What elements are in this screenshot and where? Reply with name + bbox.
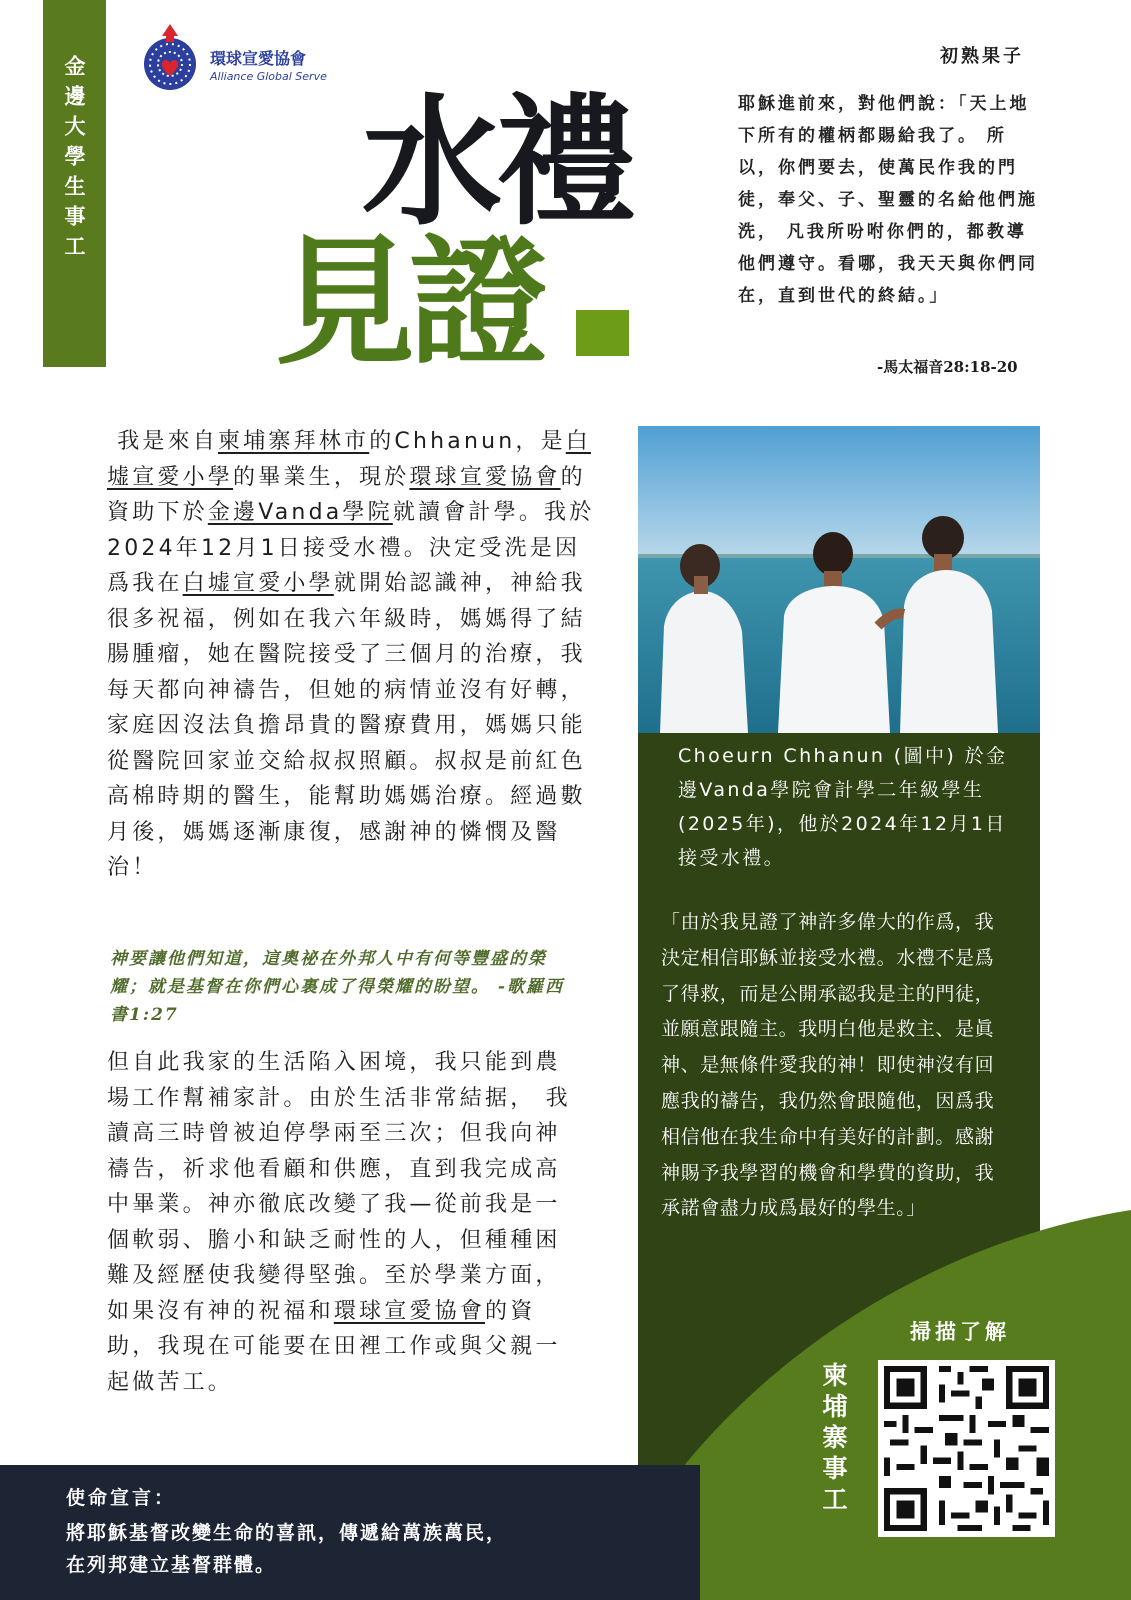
sidebar-label: 金邊大學生事工 bbox=[62, 55, 87, 265]
scan-label: 掃描了解 bbox=[910, 1319, 1010, 1344]
text-run: 就開始認識神，神給我很多祝福，例如在我六年級時，媽媽得了結腸腫瘤，她在醫院接受了三個月的治療，我每天都向神禱告，但她的病情並沒有好轉，家庭因沒法負擔昂貴的醫療費用，媽媽只能從醫院回家並交給叔叔照顧。叔叔是前紅色高棉時期的醫生，能幫助媽媽治療。經過數月後，媽媽逐漸康復，感謝神的憐憫及醫治！ bbox=[107, 571, 586, 880]
qr-code[interactable] bbox=[878, 1360, 1055, 1537]
underlined-organization: 環球宣愛協會 bbox=[333, 1298, 486, 1324]
title-line-2: 見證 bbox=[275, 221, 544, 385]
title-accent-square bbox=[576, 310, 629, 356]
text-run: 的資助下於 bbox=[107, 464, 586, 525]
underlined-school: 白墟宣愛小學 bbox=[182, 571, 334, 596]
underlined-college: 金邊Vanda學院 bbox=[207, 500, 393, 525]
mission-line-2: 在列邦建立基督群體。 bbox=[66, 1554, 277, 1576]
testimony-quote: 「由於我見證了神許多偉大的作爲，我決定相信耶穌並接受水禮。水禮不是爲了得救，而是公開承認我是主的門徒，並願意跟隨主。我明白他是救主、是眞神、是無條件愛我的神！即使神沒有回應我的禱告，我仍然會跟隨他，因爲我相信他在我生命中有美好的計劃。感謝神賜予我學習的機會和學費的資助，我承諾會盡力成爲最好的學生。」 bbox=[661, 911, 995, 1220]
mission-statement bbox=[66, 1517, 626, 1581]
text-run: 但自此我家的生活陷入困境，我只能到農場工作幫補家計。由於生活非常結据， 我讀高三時曾被迫停學兩至三次；但我向神禱告，祈求他看顧和供應，直到我完成高中畢業。神亦徹底改變了我—從前我是一個軟弱、膽小和缺乏耐性的人，但種種困難及經歷使我變得堅強。至於學業方面，如果沒有神的祝福和 bbox=[107, 1050, 571, 1324]
mission-title: 使命宣言： bbox=[66, 1487, 177, 1509]
qr-code-icon bbox=[878, 1360, 1055, 1537]
sidebar-banner bbox=[43, 0, 106, 367]
text-run: 我是來自 bbox=[117, 429, 219, 454]
globe-heart-icon bbox=[132, 18, 208, 90]
logo-name-en: Alliance Global Serve bbox=[210, 70, 327, 83]
mission-line-1: 將耶穌基督改變生命的喜訊，傳遞給萬族萬民， bbox=[66, 1522, 508, 1544]
cambodia-ministry-label: 柬埔寨事工 bbox=[819, 1362, 848, 1517]
title-line-1: 水禮 bbox=[362, 81, 631, 245]
underlined-organization: 環球宣愛協會 bbox=[409, 464, 561, 490]
baptism-photo bbox=[638, 426, 1040, 733]
underlined-place: 柬埔寨拜林市 bbox=[218, 429, 370, 454]
logo-name-cn: 環球宣愛協會 bbox=[210, 49, 307, 68]
section-label: 初熟果子 bbox=[940, 46, 1024, 67]
underlined-school: 白墟宣愛小學 bbox=[107, 429, 591, 490]
scripture-reference: -馬太福音28:18-20 bbox=[877, 358, 1018, 376]
organization-logo bbox=[132, 18, 332, 90]
photo-caption: Choeurn Chhanun (圖中) 於金邊Vanda學院會計學二年級學生(2025年)，他於2024年12月1日接受水禮。 bbox=[678, 745, 1008, 869]
article-paragraph-1 bbox=[107, 424, 597, 886]
text-run: 的畢業生，現於 bbox=[233, 464, 410, 490]
text-run: 的資助，我現在可能要在田裡工作或與父親一起做苦工。 bbox=[107, 1298, 561, 1395]
scripture-quote: 耶穌進前來，對他們說：「天上地下所有的權柄都賜給我了。 所以，你們要去，使萬民作我的門徒，奉父、子、聖靈的名給他們施洗， 凡我所吩咐你們的，都教導他們遵守。看哪，我天天與你們同在，直到世代的終結。」 bbox=[738, 94, 1038, 306]
text-run: 的Chhanun，是 bbox=[369, 429, 566, 454]
text-run: 就讀會計學。我於2024年12月1日接受水禮。決定受洗是因爲我在 bbox=[107, 500, 595, 596]
bible-verse-quote: 神要讓他們知道，這奧祕在外邦人中有何等豐盛的榮耀；就是基督在你們心裏成了得榮耀的盼望。 -歌羅西書1:27 bbox=[110, 949, 564, 1025]
article-paragraph-2 bbox=[107, 1045, 582, 1400]
